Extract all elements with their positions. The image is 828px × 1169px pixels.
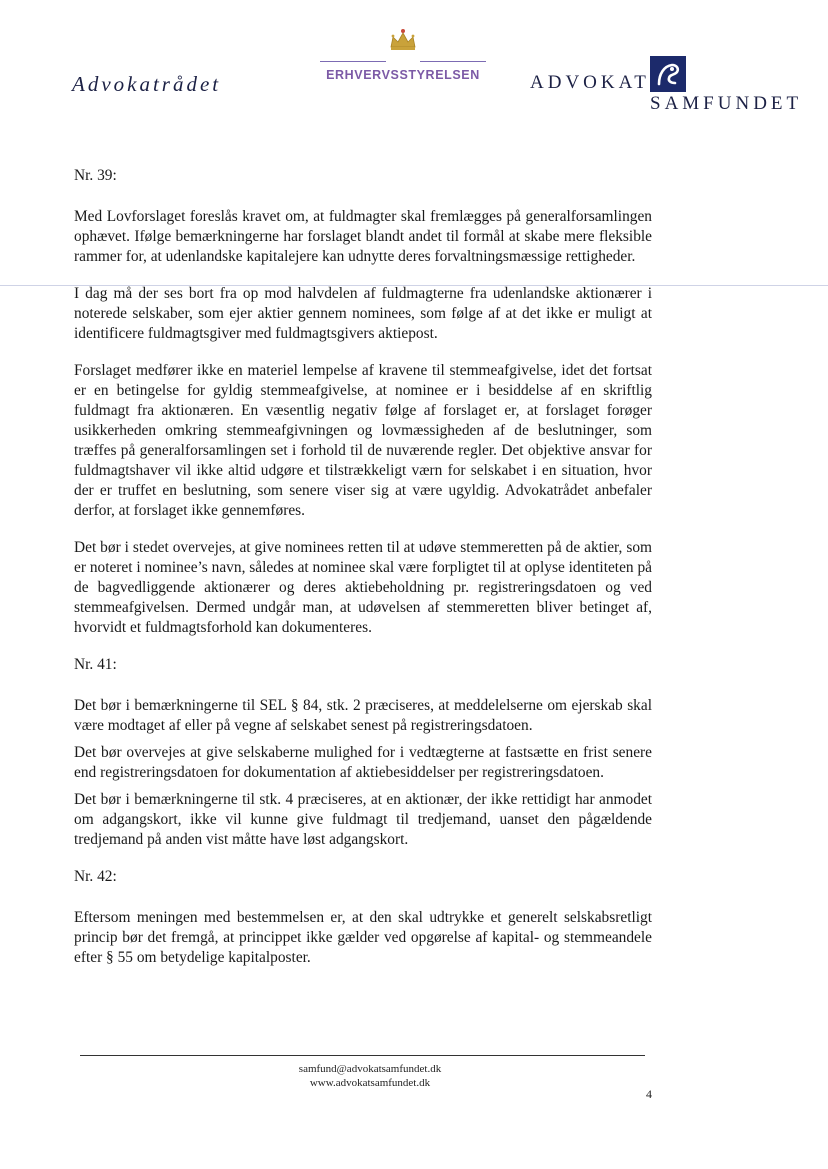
logo-rule-left — [320, 61, 386, 62]
erhvervsstyrelsen-logo — [308, 28, 498, 88]
advokat-word: ADVOKAT — [530, 72, 650, 93]
logo-rule-right — [420, 61, 486, 62]
paragraph: Det bør i bemærkningerne til SEL § 84, stk. 2 præciseres, at meddelelserne om ejerskab skal være modtaget af eller på vegne af selskabet senest på registreringsdatoen. — [74, 697, 652, 734]
paragraph: Det bør i stedet overvejes, at give nominees retten til at udøve stemmeretten på de aktier, som er noteret i nominee’s navn, således at nominee skal være forpligtet til at oplyse identiteten på de bagvedliggende aktionærer og deres aktiebeholdning pr. registreringsdatoen og ved stemmeafgivelsen. Dermed undgår man, at udøvelsen af stemmeretten bliver betinget af, hvorvidt et fuldmagtsforhold kan dokumenteres. — [74, 539, 652, 636]
advokatsamfundet-emblem-icon — [650, 56, 686, 92]
paragraph: Forslaget medfører ikke en materiel lempelse af kravene til stemmeafgivelse, idet det fortsat er en betingelse for gyldig stemmeafgivelse, at nominee er i besiddelse af en skriftlig fuldmagt fra aktionæren. En væsentlig negativ følge af forslaget er, at forslaget forøger usikkerheden omkring stemmeafgivningen og lovmæssigheden af de beslutninger, som træffes på generalforsamlingen set i forhold til de nuværende regler. Det objektive ansvar for fuldmagtshaver vil ikke altid udgøre et tilstrækkeligt værn for selskabet i en situation, hvor der er truffet en beslutning, som senere viser sig at være ugyldig. Advokatrådet anbefaler derfor, at forslaget ikke gennemføres. — [74, 362, 652, 519]
crown-icon — [388, 28, 418, 52]
page-number: 4 — [646, 1087, 652, 1101]
footer-divider — [80, 1055, 645, 1056]
paragraph: Det bør overvejes at give selskaberne mulighed for i vedtægterne at fastsætte en frist senere end registreringsdatoen for dokumentation af aktiebesiddelser per registreringsdatoen. — [74, 744, 652, 781]
section-heading-nr42: Nr. 42: — [74, 868, 117, 885]
paragraph: Med Lovforslaget foreslås kravet om, at fuldmagter skal fremlægges på generalforsamlingen ophævet. Ifølge bemærkningerne har forslaget blandt andet til formål at skabe mere fleksible rammer for, at udenlandske kapitalejere kan udnytte deres forvaltningsmæssige rettigheder. — [74, 208, 652, 265]
paragraph: I dag må der ses bort fra op mod halvdelen af fuldmagterne fra udenlandske aktionærer i noterede selskaber, som ejer aktier gennem nominees, som følge af at det ikke er muligt at identificere fuldmagtsgiver med fuldmagtsgivers aktiepost. — [74, 285, 652, 342]
paragraph: Det bør i bemærkningerne til stk. 4 præciseres, at en aktionær, der ikke rettidigt har anmodet om adgangskort, ikke vil kunne give fuldmagt til tredjemand, uanset den pågældende tredjemand på anden vist måtte have løst adgangskort. — [74, 791, 652, 848]
footer — [0, 1062, 740, 1090]
advokatraadet-logo: Advokatrådet — [72, 72, 222, 96]
samfundet-word: SAMFUNDET — [650, 93, 803, 114]
footer-website-link[interactable]: www.advokatsamfundet.dk — [309, 1077, 431, 1089]
section-heading-nr39: Nr. 39: — [74, 167, 117, 184]
erhvervsstyrelsen-text: ERHVERVSSTYRELSEN — [326, 68, 480, 82]
letter-body — [74, 166, 652, 985]
footer-email-link[interactable]: samfund@advokatsamfundet.dk — [298, 1063, 442, 1075]
paragraph: Eftersom meningen med bestemmelsen er, at den skal udtrykke et generelt selskabsretligt princip bør det fremgå, at princippet ikke gælder ved opgørelse af kapital- og stemmeandele efter § 55 om betydelige kapitalposter. — [74, 909, 652, 966]
section-heading-nr41: Nr. 41: — [74, 656, 117, 673]
